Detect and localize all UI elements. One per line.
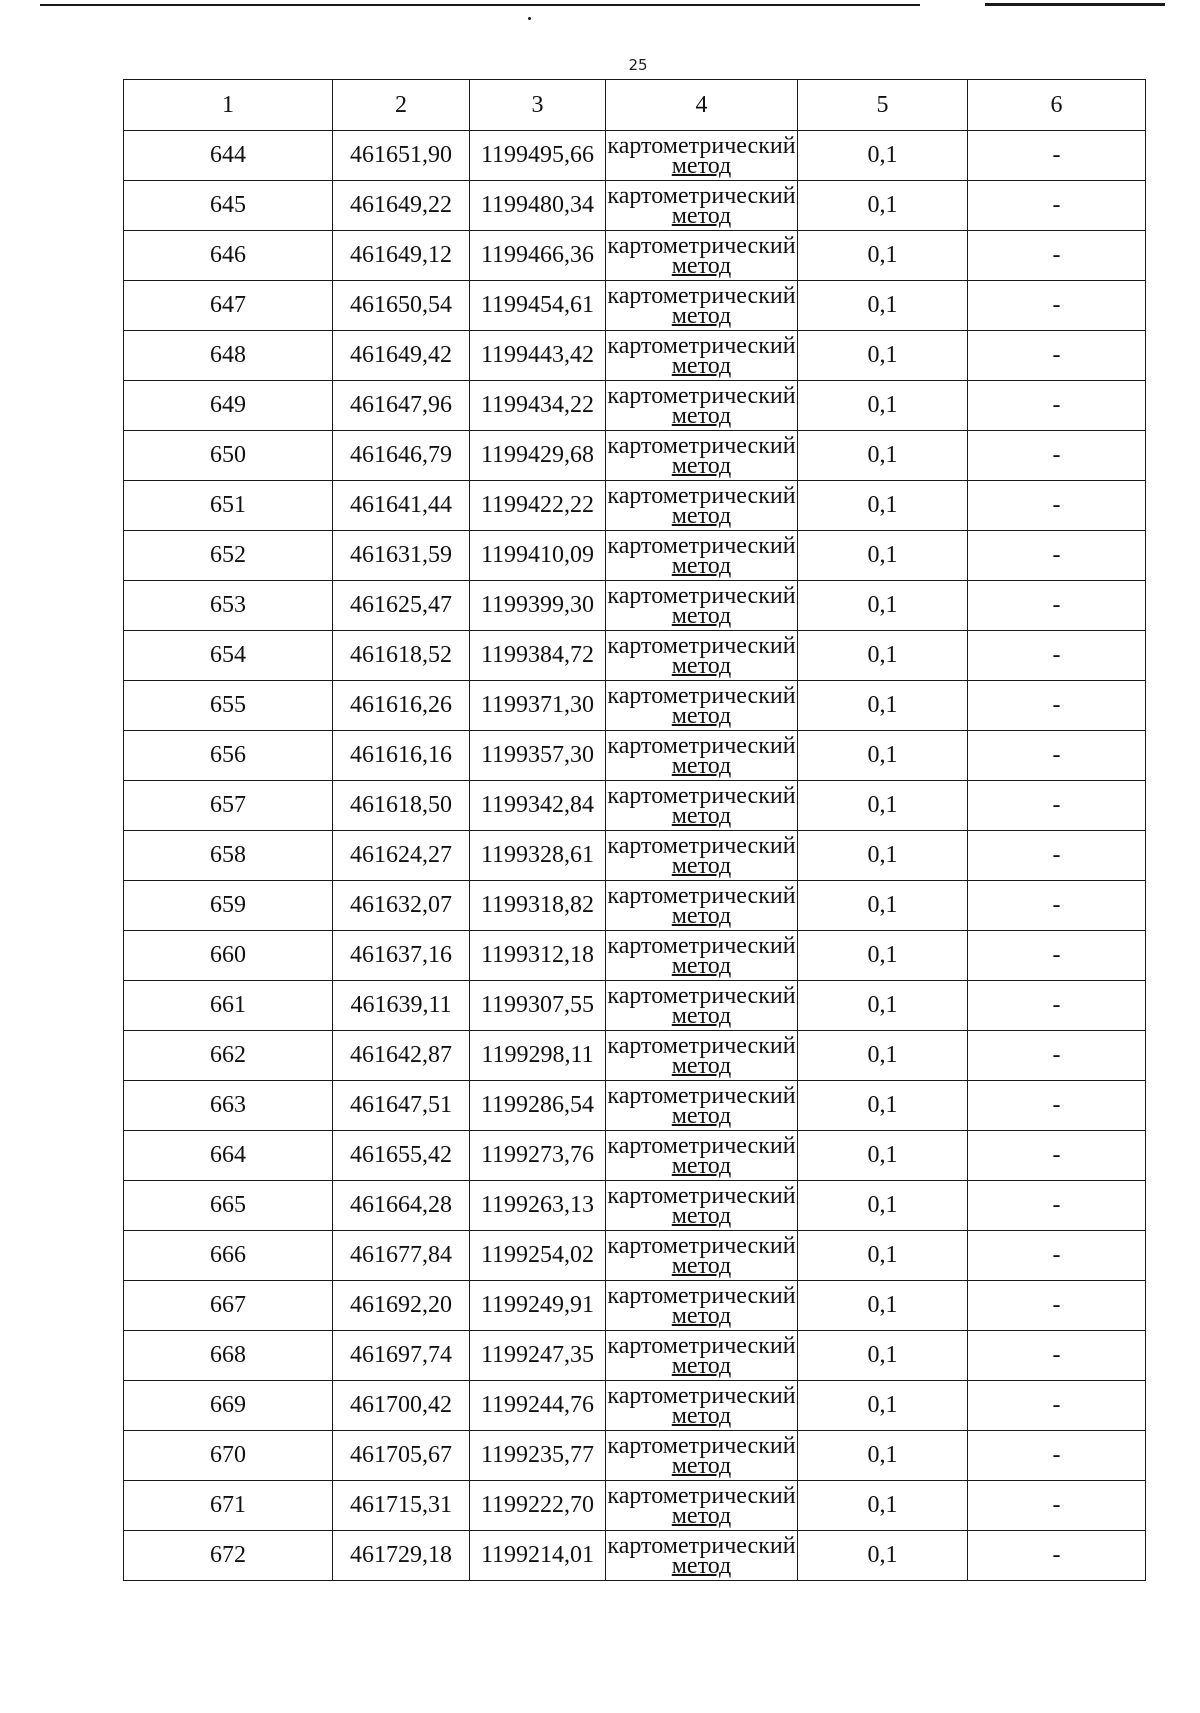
accuracy-cell: 0,1 (798, 931, 968, 981)
note-cell: - (968, 731, 1146, 781)
method-cell (606, 531, 798, 581)
method-cell (606, 231, 798, 281)
x-coordinate-cell: 461631,59 (333, 531, 470, 581)
method-line-1: картометрический (607, 132, 796, 159)
coordinates-table (123, 79, 1146, 1581)
y-coordinate-cell: 1199422,22 (470, 481, 606, 531)
accuracy-cell: 0,1 (798, 281, 968, 331)
method-cell (606, 1431, 798, 1481)
point-number-cell: 660 (124, 931, 333, 981)
accuracy-cell: 0,1 (798, 1231, 968, 1281)
table-row (124, 231, 1146, 281)
x-coordinate-cell: 461616,26 (333, 681, 470, 731)
header-col-4: 4 (606, 80, 798, 131)
method-cell (606, 681, 798, 731)
accuracy-cell: 0,1 (798, 331, 968, 381)
table-row (124, 481, 1146, 531)
point-number-cell: 669 (124, 1381, 333, 1431)
method-cell (606, 1331, 798, 1381)
table-row (124, 1531, 1146, 1581)
method-cell (606, 331, 798, 381)
table-row (124, 431, 1146, 481)
method-cell (606, 1181, 798, 1231)
accuracy-cell: 0,1 (798, 881, 968, 931)
method-cell (606, 881, 798, 931)
scan-line-top (40, 4, 920, 6)
note-cell: - (968, 1081, 1146, 1131)
method-line-2: метод (671, 152, 732, 179)
point-number-cell: 646 (124, 231, 333, 281)
accuracy-cell: 0,1 (798, 531, 968, 581)
method-line-2: метод (671, 252, 732, 279)
scan-line-top-right (985, 3, 1165, 6)
note-cell: - (968, 131, 1146, 181)
note-cell: - (968, 1031, 1146, 1081)
accuracy-cell: 0,1 (798, 781, 968, 831)
table-row (124, 1031, 1146, 1081)
method-line-2: метод (671, 1152, 732, 1179)
accuracy-cell: 0,1 (798, 981, 968, 1031)
point-number-cell: 654 (124, 631, 333, 681)
method-line-1: картометрический (607, 682, 796, 709)
accuracy-cell: 0,1 (798, 1181, 968, 1231)
method-line-2: метод (671, 852, 732, 879)
table-row (124, 681, 1146, 731)
table-row (124, 1431, 1146, 1481)
accuracy-cell: 0,1 (798, 1431, 968, 1481)
x-coordinate-cell: 461646,79 (333, 431, 470, 481)
method-cell (606, 1531, 798, 1581)
y-coordinate-cell: 1199454,61 (470, 281, 606, 331)
method-line-2: метод (671, 352, 732, 379)
note-cell: - (968, 831, 1146, 881)
y-coordinate-cell: 1199318,82 (470, 881, 606, 931)
x-coordinate-cell: 461632,07 (333, 881, 470, 931)
table-row (124, 781, 1146, 831)
method-cell (606, 1481, 798, 1531)
method-cell (606, 1281, 798, 1331)
point-number-cell: 645 (124, 181, 333, 231)
table-row (124, 1081, 1146, 1131)
note-cell: - (968, 681, 1146, 731)
method-line-2: метод (671, 902, 732, 929)
method-cell (606, 431, 798, 481)
method-line-1: картометрический (607, 632, 796, 659)
method-cell (606, 1231, 798, 1281)
method-cell (606, 381, 798, 431)
accuracy-cell: 0,1 (798, 1081, 968, 1131)
y-coordinate-cell: 1199222,70 (470, 1481, 606, 1531)
method-line-1: картометрический (607, 1332, 796, 1359)
note-cell: - (968, 431, 1146, 481)
method-line-1: картометрический (607, 532, 796, 559)
accuracy-cell: 0,1 (798, 1031, 968, 1081)
y-coordinate-cell: 1199357,30 (470, 731, 606, 781)
method-line-1: картометрический (607, 332, 796, 359)
table-row (124, 381, 1146, 431)
note-cell: - (968, 1381, 1146, 1431)
x-coordinate-cell: 461639,11 (333, 981, 470, 1031)
method-line-2: метод (671, 1552, 732, 1579)
method-line-2: метод (671, 952, 732, 979)
note-cell: - (968, 1131, 1146, 1181)
method-line-1: картометрический (607, 182, 796, 209)
method-cell (606, 281, 798, 331)
method-cell (606, 831, 798, 881)
note-cell: - (968, 481, 1146, 531)
note-cell: - (968, 381, 1146, 431)
method-cell (606, 731, 798, 781)
method-line-2: метод (671, 452, 732, 479)
x-coordinate-cell: 461647,51 (333, 1081, 470, 1131)
method-cell (606, 481, 798, 531)
y-coordinate-cell: 1199254,02 (470, 1231, 606, 1281)
method-line-2: метод (671, 802, 732, 829)
header-col-3: 3 (470, 80, 606, 131)
header-row (124, 80, 1146, 131)
x-coordinate-cell: 461650,54 (333, 281, 470, 331)
point-number-cell: 658 (124, 831, 333, 881)
method-cell (606, 1031, 798, 1081)
x-coordinate-cell: 461700,42 (333, 1381, 470, 1431)
method-line-2: метод (671, 402, 732, 429)
accuracy-cell: 0,1 (798, 381, 968, 431)
method-line-2: метод (671, 1002, 732, 1029)
accuracy-cell: 0,1 (798, 231, 968, 281)
table-row (124, 1381, 1146, 1431)
note-cell: - (968, 581, 1146, 631)
x-coordinate-cell: 461729,18 (333, 1531, 470, 1581)
method-line-2: метод (671, 1452, 732, 1479)
table-row (124, 1331, 1146, 1381)
header-col-1: 1 (124, 80, 333, 131)
table-header (124, 80, 1146, 131)
x-coordinate-cell: 461692,20 (333, 1281, 470, 1331)
point-number-cell: 655 (124, 681, 333, 731)
note-cell: - (968, 1531, 1146, 1581)
point-number-cell: 652 (124, 531, 333, 581)
method-line-2: метод (671, 602, 732, 629)
method-line-1: картометрический (607, 1282, 796, 1309)
point-number-cell: 670 (124, 1431, 333, 1481)
y-coordinate-cell: 1199286,54 (470, 1081, 606, 1131)
point-number-cell: 644 (124, 131, 333, 181)
accuracy-cell: 0,1 (798, 831, 968, 881)
method-line-2: метод (671, 202, 732, 229)
method-line-1: картометрический (607, 882, 796, 909)
note-cell: - (968, 1481, 1146, 1531)
point-number-cell: 667 (124, 1281, 333, 1331)
header-col-5: 5 (798, 80, 968, 131)
point-number-cell: 649 (124, 381, 333, 431)
point-number-cell: 662 (124, 1031, 333, 1081)
y-coordinate-cell: 1199384,72 (470, 631, 606, 681)
header-col-6: 6 (968, 80, 1146, 131)
x-coordinate-cell: 461664,28 (333, 1181, 470, 1231)
note-cell: - (968, 1431, 1146, 1481)
accuracy-cell: 0,1 (798, 481, 968, 531)
method-line-1: картометрический (607, 782, 796, 809)
page-number: 25 (628, 56, 648, 74)
table-row (124, 831, 1146, 881)
method-line-1: картометрический (607, 932, 796, 959)
y-coordinate-cell: 1199307,55 (470, 981, 606, 1031)
method-line-2: метод (671, 552, 732, 579)
y-coordinate-cell: 1199434,22 (470, 381, 606, 431)
note-cell: - (968, 781, 1146, 831)
table-row (124, 531, 1146, 581)
point-number-cell: 659 (124, 881, 333, 931)
table-body (124, 131, 1146, 1581)
point-number-cell: 668 (124, 1331, 333, 1381)
note-cell: - (968, 181, 1146, 231)
note-cell: - (968, 1331, 1146, 1381)
accuracy-cell: 0,1 (798, 1331, 968, 1381)
table-row (124, 981, 1146, 1031)
x-coordinate-cell: 461642,87 (333, 1031, 470, 1081)
method-cell (606, 1381, 798, 1431)
x-coordinate-cell: 461677,84 (333, 1231, 470, 1281)
method-line-1: картометрический (607, 1232, 796, 1259)
method-line-2: метод (671, 752, 732, 779)
note-cell: - (968, 331, 1146, 381)
method-line-1: картометрический (607, 982, 796, 1009)
accuracy-cell: 0,1 (798, 1481, 968, 1531)
method-line-1: картометрический (607, 482, 796, 509)
method-line-1: картометрический (607, 1482, 796, 1509)
y-coordinate-cell: 1199371,30 (470, 681, 606, 731)
note-cell: - (968, 881, 1146, 931)
method-line-1: картометрический (607, 1532, 796, 1559)
method-line-1: картометрический (607, 1182, 796, 1209)
accuracy-cell: 0,1 (798, 581, 968, 631)
table-row (124, 1181, 1146, 1231)
method-line-2: метод (671, 652, 732, 679)
accuracy-cell: 0,1 (798, 431, 968, 481)
method-cell (606, 581, 798, 631)
method-line-2: метод (671, 1052, 732, 1079)
point-number-cell: 666 (124, 1231, 333, 1281)
x-coordinate-cell: 461641,44 (333, 481, 470, 531)
accuracy-cell: 0,1 (798, 681, 968, 731)
method-cell (606, 181, 798, 231)
x-coordinate-cell: 461616,16 (333, 731, 470, 781)
y-coordinate-cell: 1199399,30 (470, 581, 606, 631)
method-line-2: метод (671, 1302, 732, 1329)
y-coordinate-cell: 1199410,09 (470, 531, 606, 581)
table-row (124, 1481, 1146, 1531)
table-row (124, 631, 1146, 681)
accuracy-cell: 0,1 (798, 1131, 968, 1181)
method-line-1: картометрический (607, 432, 796, 459)
y-coordinate-cell: 1199247,35 (470, 1331, 606, 1381)
method-line-2: метод (671, 1102, 732, 1129)
y-coordinate-cell: 1199466,36 (470, 231, 606, 281)
x-coordinate-cell: 461625,47 (333, 581, 470, 631)
y-coordinate-cell: 1199249,91 (470, 1281, 606, 1331)
method-line-2: метод (671, 302, 732, 329)
note-cell: - (968, 231, 1146, 281)
note-cell: - (968, 931, 1146, 981)
header-col-2: 2 (333, 80, 470, 131)
x-coordinate-cell: 461618,52 (333, 631, 470, 681)
y-coordinate-cell: 1199443,42 (470, 331, 606, 381)
method-cell (606, 931, 798, 981)
note-cell: - (968, 1281, 1146, 1331)
x-coordinate-cell: 461637,16 (333, 931, 470, 981)
point-number-cell: 648 (124, 331, 333, 381)
point-number-cell: 657 (124, 781, 333, 831)
note-cell: - (968, 1231, 1146, 1281)
y-coordinate-cell: 1199342,84 (470, 781, 606, 831)
table-row (124, 1231, 1146, 1281)
note-cell: - (968, 281, 1146, 331)
x-coordinate-cell: 461697,74 (333, 1331, 470, 1381)
point-number-cell: 672 (124, 1531, 333, 1581)
point-number-cell: 665 (124, 1181, 333, 1231)
method-line-2: метод (671, 1402, 732, 1429)
note-cell: - (968, 631, 1146, 681)
note-cell: - (968, 981, 1146, 1031)
method-cell (606, 131, 798, 181)
x-coordinate-cell: 461649,12 (333, 231, 470, 281)
note-cell: - (968, 531, 1146, 581)
y-coordinate-cell: 1199235,77 (470, 1431, 606, 1481)
method-line-1: картометрический (607, 1132, 796, 1159)
method-line-2: метод (671, 1202, 732, 1229)
method-line-1: картометрический (607, 732, 796, 759)
point-number-cell: 651 (124, 481, 333, 531)
point-number-cell: 663 (124, 1081, 333, 1131)
point-number-cell: 647 (124, 281, 333, 331)
method-cell (606, 981, 798, 1031)
method-line-2: метод (671, 502, 732, 529)
method-line-2: метод (671, 1502, 732, 1529)
method-cell (606, 1131, 798, 1181)
accuracy-cell: 0,1 (798, 1281, 968, 1331)
method-line-1: картометрический (607, 1382, 796, 1409)
y-coordinate-cell: 1199298,11 (470, 1031, 606, 1081)
accuracy-cell: 0,1 (798, 631, 968, 681)
x-coordinate-cell: 461618,50 (333, 781, 470, 831)
table-row (124, 1131, 1146, 1181)
method-line-2: метод (671, 702, 732, 729)
y-coordinate-cell: 1199429,68 (470, 431, 606, 481)
accuracy-cell: 0,1 (798, 731, 968, 781)
scan-speck (528, 17, 531, 20)
method-line-1: картометрический (607, 1032, 796, 1059)
table-row (124, 131, 1146, 181)
y-coordinate-cell: 1199480,34 (470, 181, 606, 231)
method-line-2: метод (671, 1252, 732, 1279)
accuracy-cell: 0,1 (798, 1531, 968, 1581)
table-row (124, 1281, 1146, 1331)
method-line-1: картометрический (607, 382, 796, 409)
y-coordinate-cell: 1199495,66 (470, 131, 606, 181)
method-line-1: картометрический (607, 232, 796, 259)
table-row (124, 181, 1146, 231)
accuracy-cell: 0,1 (798, 1381, 968, 1431)
method-line-1: картометрический (607, 582, 796, 609)
point-number-cell: 650 (124, 431, 333, 481)
x-coordinate-cell: 461647,96 (333, 381, 470, 431)
y-coordinate-cell: 1199328,61 (470, 831, 606, 881)
x-coordinate-cell: 461624,27 (333, 831, 470, 881)
point-number-cell: 671 (124, 1481, 333, 1531)
method-cell (606, 631, 798, 681)
y-coordinate-cell: 1199214,01 (470, 1531, 606, 1581)
method-cell (606, 781, 798, 831)
point-number-cell: 653 (124, 581, 333, 631)
table-row (124, 731, 1146, 781)
point-number-cell: 656 (124, 731, 333, 781)
y-coordinate-cell: 1199244,76 (470, 1381, 606, 1431)
table-row (124, 581, 1146, 631)
accuracy-cell: 0,1 (798, 131, 968, 181)
x-coordinate-cell: 461705,67 (333, 1431, 470, 1481)
method-line-1: картометрический (607, 1432, 796, 1459)
x-coordinate-cell: 461715,31 (333, 1481, 470, 1531)
y-coordinate-cell: 1199263,13 (470, 1181, 606, 1231)
table-row (124, 881, 1146, 931)
x-coordinate-cell: 461651,90 (333, 131, 470, 181)
x-coordinate-cell: 461649,42 (333, 331, 470, 381)
method-line-1: картометрический (607, 1082, 796, 1109)
method-line-1: картометрический (607, 832, 796, 859)
accuracy-cell: 0,1 (798, 181, 968, 231)
point-number-cell: 664 (124, 1131, 333, 1181)
method-line-1: картометрический (607, 282, 796, 309)
x-coordinate-cell: 461649,22 (333, 181, 470, 231)
note-cell: - (968, 1181, 1146, 1231)
point-number-cell: 661 (124, 981, 333, 1031)
method-cell (606, 1081, 798, 1131)
y-coordinate-cell: 1199273,76 (470, 1131, 606, 1181)
y-coordinate-cell: 1199312,18 (470, 931, 606, 981)
method-line-2: метод (671, 1352, 732, 1379)
table-row (124, 931, 1146, 981)
x-coordinate-cell: 461655,42 (333, 1131, 470, 1181)
table-row (124, 331, 1146, 381)
table-row (124, 281, 1146, 331)
